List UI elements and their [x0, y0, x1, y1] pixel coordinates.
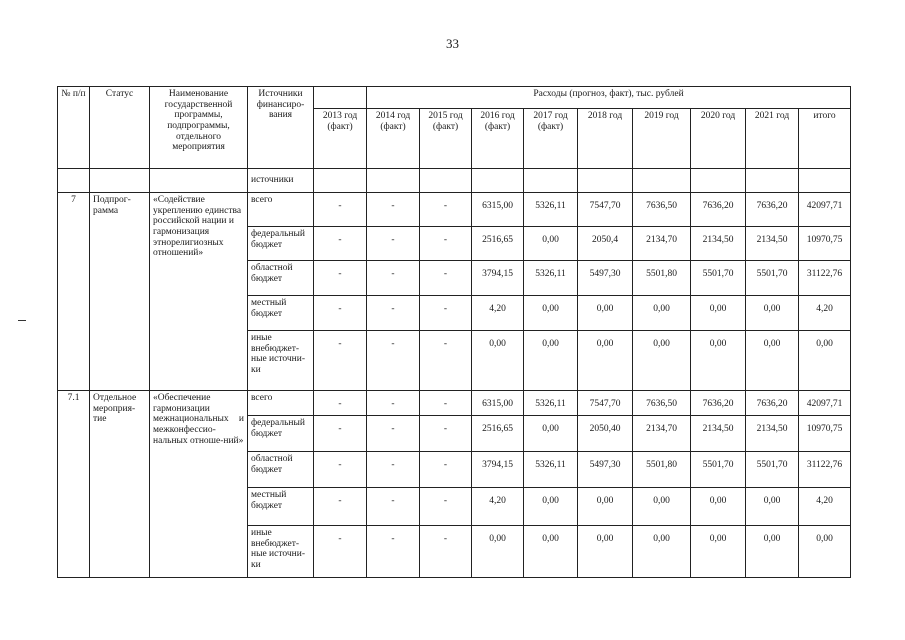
table-row: [58, 193, 851, 227]
cell-value: 2050,4: [578, 227, 633, 261]
cell-value: 5501,70: [691, 261, 746, 296]
cell-total: 0,00: [799, 526, 851, 578]
cell-value: 0,00: [691, 331, 746, 391]
cell-value: 0,00: [633, 296, 691, 331]
cell-value: -: [314, 488, 367, 526]
cell-value: 6315,00: [472, 391, 524, 416]
cell-value: 5326,11: [524, 391, 578, 416]
cell-value: 0,00: [746, 526, 799, 578]
row-source: областной бюджет: [248, 452, 314, 488]
cell-value: -: [367, 416, 420, 452]
cell-value: 3794,15: [472, 261, 524, 296]
header-blank-cell: [314, 87, 367, 109]
cell-value: 0,00: [578, 331, 633, 391]
row-source: всего: [248, 193, 314, 227]
cell-value: -: [420, 488, 472, 526]
header-year: 2019 год: [633, 109, 691, 169]
cell-value: 0,00: [633, 526, 691, 578]
budget-table: [57, 86, 851, 578]
cell-value: 7636,20: [691, 391, 746, 416]
cell-value: 5501,70: [691, 452, 746, 488]
cell-value: 4,20: [472, 488, 524, 526]
cell-value: 2516,65: [472, 227, 524, 261]
cell-value: 3794,15: [472, 452, 524, 488]
cell-value: -: [420, 452, 472, 488]
cell-value: 2134,70: [633, 227, 691, 261]
cell-value: -: [314, 296, 367, 331]
cell-value: 5501,70: [746, 261, 799, 296]
header-year: 2015 год (факт): [420, 109, 472, 169]
cell-value: 2516,65: [472, 416, 524, 452]
header-total: итого: [799, 109, 851, 169]
cell-value: -: [367, 261, 420, 296]
cell-value: 2134,50: [691, 416, 746, 452]
cell-value: -: [420, 261, 472, 296]
header-year: 2017 год (факт): [524, 109, 578, 169]
cell-value: -: [367, 526, 420, 578]
page-number: 33: [446, 36, 459, 51]
cell-value: -: [367, 296, 420, 331]
row-source: федеральный бюджет: [248, 416, 314, 452]
cell-value: 7636,20: [746, 193, 799, 227]
row-number: 7: [58, 193, 90, 391]
cell-value: 7547,70: [578, 391, 633, 416]
cell-value: 5501,80: [633, 452, 691, 488]
cell-value: 0,00: [524, 416, 578, 452]
cell-total: 10970,75: [799, 416, 851, 452]
cell-value: 0,00: [472, 331, 524, 391]
cell-value: -: [314, 261, 367, 296]
cell-value: 7547,70: [578, 193, 633, 227]
cell-value: 0,00: [746, 488, 799, 526]
cell-value: 5497,30: [578, 452, 633, 488]
cell-value: 7636,50: [633, 391, 691, 416]
row-source: местный бюджет: [248, 296, 314, 331]
cell-value: 5326,11: [524, 193, 578, 227]
cell-value: -: [420, 193, 472, 227]
cell-value: 0,00: [578, 488, 633, 526]
cell-total: 42097,71: [799, 391, 851, 416]
row-source: иные внебюджет-ные источни-ки: [248, 331, 314, 391]
header-year: 2021 год: [746, 109, 799, 169]
cell-value: -: [367, 452, 420, 488]
cell-value: 7636,20: [746, 391, 799, 416]
cell-value: -: [420, 526, 472, 578]
margin-mark: [18, 320, 26, 321]
cell-value: -: [314, 331, 367, 391]
cell-value: 2134,70: [633, 416, 691, 452]
cell-total: 4,20: [799, 296, 851, 331]
cell-value: 0,00: [524, 227, 578, 261]
cell-value: -: [314, 391, 367, 416]
cell-value: -: [367, 227, 420, 261]
cell-value: -: [367, 331, 420, 391]
cell-value: -: [367, 391, 420, 416]
header-year: 2014 год (факт): [367, 109, 420, 169]
cell-total: 31122,76: [799, 261, 851, 296]
cell-value: 0,00: [578, 296, 633, 331]
cell-value: -: [420, 296, 472, 331]
cell-value: -: [420, 416, 472, 452]
cell-value: 5497,30: [578, 261, 633, 296]
row-source: федеральный бюджет: [248, 227, 314, 261]
header-status: Статус: [90, 87, 150, 169]
header-sources: Источники финансиро-вания: [248, 87, 314, 169]
row-status: Отдельное мероприя-тие: [90, 391, 150, 578]
row-source: всего: [248, 391, 314, 416]
cell-value: 0,00: [746, 296, 799, 331]
row-program-name: «Обеспечение гармонизации межнациональных и межконфессио-нальных отноше-ний»: [150, 391, 248, 578]
header-year: 2016 год (факт): [472, 109, 524, 169]
cell-value: 0,00: [691, 488, 746, 526]
row-status: Подпрог-рамма: [90, 193, 150, 391]
cell-value: 0,00: [524, 296, 578, 331]
cell-value: 0,00: [746, 331, 799, 391]
cell-value: 2134,50: [746, 416, 799, 452]
cell-value: -: [314, 452, 367, 488]
cell-value: -: [420, 391, 472, 416]
source-label: источники: [248, 169, 314, 193]
header-name: Наименование государственной программы, подпрограммы, отдельного мероприятия: [150, 87, 248, 169]
cell-value: 2134,50: [691, 227, 746, 261]
header-year: 2013 год (факт): [314, 109, 367, 169]
cell-value: 5501,70: [746, 452, 799, 488]
cell-value: 6315,00: [472, 193, 524, 227]
cell-value: -: [314, 526, 367, 578]
row-number: 7.1: [58, 391, 90, 578]
cell-value: 0,00: [691, 296, 746, 331]
cell-value: -: [367, 193, 420, 227]
cell-value: 0,00: [472, 526, 524, 578]
cell-value: 7636,20: [691, 193, 746, 227]
cell-value: 4,20: [472, 296, 524, 331]
cell-value: 5326,11: [524, 452, 578, 488]
cell-value: 0,00: [691, 526, 746, 578]
cell-value: -: [314, 193, 367, 227]
cell-value: 0,00: [633, 488, 691, 526]
continuation-row: [58, 169, 851, 193]
cell-value: -: [367, 488, 420, 526]
cell-value: -: [420, 227, 472, 261]
cell-value: 0,00: [524, 331, 578, 391]
cell-value: -: [314, 227, 367, 261]
cell-value: 5501,80: [633, 261, 691, 296]
cell-value: 2134,50: [746, 227, 799, 261]
cell-total: 0,00: [799, 331, 851, 391]
row-program-name: «Содействие укреплению единства российской нации и гармонизация этнорелигиозных отношений»: [150, 193, 248, 391]
cell-value: 0,00: [524, 526, 578, 578]
cell-value: 7636,50: [633, 193, 691, 227]
row-source: областной бюджет: [248, 261, 314, 296]
row-source: иные внебюджет-ные источни-ки: [248, 526, 314, 578]
row-source: местный бюджет: [248, 488, 314, 526]
cell-value: -: [314, 416, 367, 452]
cell-value: 0,00: [633, 331, 691, 391]
table-row: [58, 391, 851, 416]
cell-total: 4,20: [799, 488, 851, 526]
cell-total: 31122,76: [799, 452, 851, 488]
cell-value: 2050,40: [578, 416, 633, 452]
sections-body: [58, 193, 851, 578]
header-expenses-group: Расходы (прогноз, факт), тыс. рублей: [367, 87, 851, 109]
cell-total: 10970,75: [799, 227, 851, 261]
header-year: 2020 год: [691, 109, 746, 169]
cell-value: 0,00: [578, 526, 633, 578]
cell-value: -: [420, 331, 472, 391]
header-num: № п/п: [58, 87, 90, 169]
cell-value: 5326,11: [524, 261, 578, 296]
cell-value: 0,00: [524, 488, 578, 526]
cell-total: 42097,71: [799, 193, 851, 227]
header-year: 2018 год: [578, 109, 633, 169]
